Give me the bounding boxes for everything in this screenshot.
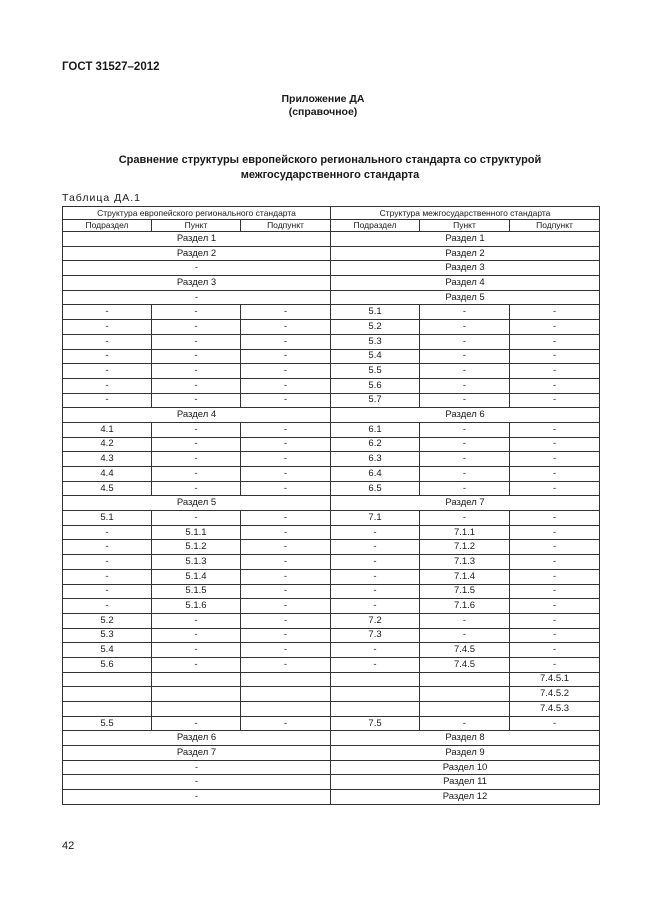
table-cell: - [152, 378, 241, 393]
table-cell: - [241, 437, 331, 452]
comparison-table [62, 206, 600, 805]
table-row [63, 511, 600, 526]
column-header: Подпункт [510, 219, 600, 232]
table-cell: - [241, 320, 331, 335]
table-cell: - [241, 599, 331, 614]
table-row [63, 569, 600, 584]
table-row [63, 790, 600, 805]
table-cell: - [241, 716, 331, 731]
table-cell-right: Раздел 2 [331, 246, 600, 261]
table-cell: - [241, 305, 331, 320]
table-cell: - [152, 716, 241, 731]
table-cell-left: Раздел 6 [63, 731, 331, 746]
table-cell: - [241, 481, 331, 496]
table-row [63, 437, 600, 452]
table-cell: - [510, 320, 600, 335]
table-cell-right: Раздел 12 [331, 790, 600, 805]
table-cell-left: Раздел 2 [63, 246, 331, 261]
table-row [63, 731, 600, 746]
table-cell-left: Раздел 3 [63, 276, 331, 291]
table-cell: - [241, 569, 331, 584]
table-cell: - [510, 481, 600, 496]
table-cell [63, 672, 152, 687]
table-cell: 5.4 [63, 643, 152, 658]
table-cell: - [510, 628, 600, 643]
table-row [63, 540, 600, 555]
table-row [63, 349, 600, 364]
table-cell: 7.4.5.1 [510, 672, 600, 687]
table-cell: - [331, 540, 420, 555]
table-row [63, 687, 600, 702]
table-cell: - [331, 643, 420, 658]
table-cell-right: Раздел 3 [331, 261, 600, 276]
table-cell: - [152, 628, 241, 643]
table-cell: - [420, 364, 510, 379]
table-cell [152, 672, 241, 687]
table-cell: 5.3 [63, 628, 152, 643]
table-cell: - [63, 525, 152, 540]
table-cell: - [241, 364, 331, 379]
table-cell-right: Раздел 5 [331, 290, 600, 305]
table-cell: - [63, 305, 152, 320]
table-cell: - [510, 364, 600, 379]
table-cell: 5.1 [331, 305, 420, 320]
table-cell: - [63, 393, 152, 408]
table-cell: - [510, 540, 600, 555]
table-cell: - [63, 584, 152, 599]
table-cell [63, 702, 152, 717]
table-cell: - [331, 657, 420, 672]
table-row [63, 320, 600, 335]
table-cell: - [241, 628, 331, 643]
column-header: Подпункт [241, 219, 331, 232]
table-cell: 7.4.5.2 [510, 687, 600, 702]
table-row [63, 452, 600, 467]
table-cell: - [420, 467, 510, 482]
table-cell: - [241, 349, 331, 364]
table-caption: Таблица ДА.1 [62, 192, 141, 204]
table-cell: - [331, 584, 420, 599]
table-cell: 5.2 [63, 613, 152, 628]
table-cell: 5.2 [331, 320, 420, 335]
table-row [63, 467, 600, 482]
table-cell: - [420, 511, 510, 526]
table-cell: - [152, 320, 241, 335]
group-header-european: Структура европейского регионального стандарта [63, 207, 331, 220]
group-header-row [63, 207, 600, 220]
table-cell: - [510, 305, 600, 320]
table-cell: - [241, 467, 331, 482]
table-row [63, 305, 600, 320]
table-cell: - [152, 393, 241, 408]
table-cell: 5.1.6 [152, 599, 241, 614]
table-cell: - [420, 334, 510, 349]
table-row [63, 702, 600, 717]
table-cell: - [63, 555, 152, 570]
table-cell: 7.1 [331, 511, 420, 526]
table-cell [63, 687, 152, 702]
column-header: Подраздел [331, 219, 420, 232]
table-cell [152, 687, 241, 702]
table-cell: - [420, 628, 510, 643]
table-cell: - [420, 305, 510, 320]
table-cell: - [331, 599, 420, 614]
table-cell: - [241, 378, 331, 393]
table-cell: - [510, 584, 600, 599]
table-cell: 5.1 [63, 511, 152, 526]
table-cell: - [152, 437, 241, 452]
table-cell-left: - [63, 760, 331, 775]
table-cell: 5.5 [331, 364, 420, 379]
table-cell: - [510, 555, 600, 570]
table-cell: - [63, 364, 152, 379]
table-cell: - [241, 555, 331, 570]
table-cell: - [510, 378, 600, 393]
table-cell [241, 702, 331, 717]
table-cell: - [241, 452, 331, 467]
table-cell: - [241, 525, 331, 540]
table-cell [420, 672, 510, 687]
table-row [63, 246, 600, 261]
table-cell: - [152, 481, 241, 496]
table-cell: - [152, 349, 241, 364]
table-cell: - [241, 540, 331, 555]
table-cell [420, 687, 510, 702]
table-cell: - [241, 657, 331, 672]
table-cell: - [63, 334, 152, 349]
table-cell: - [331, 555, 420, 570]
table-cell: - [510, 437, 600, 452]
table-cell: - [152, 334, 241, 349]
table-cell: - [510, 716, 600, 731]
table-cell: 7.1.5 [420, 584, 510, 599]
document-code: ГОСТ 31527–2012 [62, 61, 160, 73]
table-cell [331, 672, 420, 687]
table-cell: - [510, 511, 600, 526]
table-cell: - [241, 422, 331, 437]
table-row [63, 584, 600, 599]
table-cell-right: Раздел 8 [331, 731, 600, 746]
page-number: 42 [62, 840, 75, 852]
table-cell: - [420, 613, 510, 628]
table-row [63, 628, 600, 643]
table-cell: - [241, 584, 331, 599]
table-cell: - [510, 643, 600, 658]
table-row [63, 276, 600, 291]
table-cell-left: Раздел 5 [63, 496, 331, 511]
table-cell: - [63, 349, 152, 364]
table-cell [241, 672, 331, 687]
table-cell: - [510, 349, 600, 364]
table-cell: - [420, 349, 510, 364]
table-cell: - [241, 643, 331, 658]
column-header: Пункт [420, 219, 510, 232]
table-row [63, 760, 600, 775]
table-row [63, 496, 600, 511]
table-cell: 5.1.1 [152, 525, 241, 540]
table-cell: - [510, 452, 600, 467]
table-cell [152, 702, 241, 717]
table-cell: 5.3 [331, 334, 420, 349]
appendix-title: Приложение ДА [281, 93, 365, 105]
table-cell: - [510, 422, 600, 437]
table-cell: 7.3 [331, 628, 420, 643]
table-cell: 7.5 [331, 716, 420, 731]
table-cell: - [152, 643, 241, 658]
table-cell-right: Раздел 6 [331, 408, 600, 423]
table-cell: 5.4 [331, 349, 420, 364]
table-cell: - [510, 525, 600, 540]
table-cell: - [420, 320, 510, 335]
table-cell: - [241, 511, 331, 526]
table-cell: - [420, 422, 510, 437]
table-cell: - [152, 305, 241, 320]
table-row [63, 378, 600, 393]
table-cell-right: Раздел 1 [331, 232, 600, 247]
table-cell: 7.1.1 [420, 525, 510, 540]
table-cell: - [420, 452, 510, 467]
table-cell: - [152, 422, 241, 437]
table-row [63, 290, 600, 305]
table-row [63, 393, 600, 408]
table-cell-right: Раздел 9 [331, 746, 600, 761]
table-cell: - [420, 437, 510, 452]
table-cell: - [152, 364, 241, 379]
table-cell [241, 687, 331, 702]
table-cell: - [63, 378, 152, 393]
table-cell: 5.6 [331, 378, 420, 393]
table-row [63, 716, 600, 731]
table-cell-right: Раздел 10 [331, 760, 600, 775]
table-cell: 6.2 [331, 437, 420, 452]
table-cell: 5.1.3 [152, 555, 241, 570]
table-cell: - [331, 525, 420, 540]
table-cell-left: - [63, 261, 331, 276]
table-cell: - [420, 716, 510, 731]
table-cell [331, 687, 420, 702]
table-cell: - [152, 657, 241, 672]
appendix-note: (справочное) [288, 106, 358, 118]
table-cell-right: Раздел 7 [331, 496, 600, 511]
table-cell: - [510, 613, 600, 628]
table-cell: 7.1.4 [420, 569, 510, 584]
table-cell-left: - [63, 775, 331, 790]
table-row [63, 672, 600, 687]
table-cell-right: Раздел 4 [331, 276, 600, 291]
table-cell: - [63, 540, 152, 555]
table-cell: 7.1.3 [420, 555, 510, 570]
table-row [63, 613, 600, 628]
table-row [63, 422, 600, 437]
table-cell: - [510, 334, 600, 349]
table-row [63, 746, 600, 761]
table-cell-left: Раздел 1 [63, 232, 331, 247]
table-cell: - [510, 657, 600, 672]
table-cell: - [241, 334, 331, 349]
table-cell: 4.1 [63, 422, 152, 437]
table-cell: - [63, 569, 152, 584]
table-cell: 4.4 [63, 467, 152, 482]
table-cell: 7.4.5 [420, 657, 510, 672]
table-row [63, 364, 600, 379]
table-cell: - [152, 452, 241, 467]
table-cell-right: Раздел 11 [331, 775, 600, 790]
table-cell: 7.4.5 [420, 643, 510, 658]
table-cell: 5.5 [63, 716, 152, 731]
table-cell-left: Раздел 4 [63, 408, 331, 423]
table-cell: 6.5 [331, 481, 420, 496]
table-row [63, 599, 600, 614]
table-cell: - [241, 613, 331, 628]
table-cell: - [420, 378, 510, 393]
table-cell: - [331, 569, 420, 584]
table-cell: - [63, 599, 152, 614]
table-cell-left: - [63, 290, 331, 305]
table-cell: - [420, 481, 510, 496]
section-heading-line-1: Сравнение структуры европейского регионального стандарта со структурой [118, 154, 542, 166]
table-cell: 5.1.2 [152, 540, 241, 555]
table-row [63, 555, 600, 570]
table-row [63, 525, 600, 540]
table-cell: - [510, 393, 600, 408]
table-cell: 7.4.5.3 [510, 702, 600, 717]
table-cell: 6.1 [331, 422, 420, 437]
table-cell: - [420, 393, 510, 408]
table-cell: - [510, 599, 600, 614]
table-row [63, 643, 600, 658]
table-cell: 5.6 [63, 657, 152, 672]
table-cell: 4.2 [63, 437, 152, 452]
table-row [63, 657, 600, 672]
table-cell: - [510, 467, 600, 482]
table-cell: 5.1.4 [152, 569, 241, 584]
table-cell: 5.1.5 [152, 584, 241, 599]
column-header-row [63, 219, 600, 232]
table-cell [420, 702, 510, 717]
table-row [63, 334, 600, 349]
table-cell-left: Раздел 7 [63, 746, 331, 761]
table-cell: - [152, 467, 241, 482]
table-cell-left: - [63, 790, 331, 805]
table-cell: - [241, 393, 331, 408]
table-cell: - [63, 320, 152, 335]
table-cell: 7.1.6 [420, 599, 510, 614]
table-row [63, 775, 600, 790]
group-header-interstate: Структура межгосударственного стандарта [331, 207, 600, 220]
table-row [63, 481, 600, 496]
column-header: Подраздел [63, 219, 152, 232]
table-cell: 7.1.2 [420, 540, 510, 555]
table-cell: 5.7 [331, 393, 420, 408]
table-cell: 6.3 [331, 452, 420, 467]
table-cell: 4.5 [63, 481, 152, 496]
table-cell: 6.4 [331, 467, 420, 482]
table-cell: 7.2 [331, 613, 420, 628]
table-cell: - [152, 511, 241, 526]
section-heading-line-2: межгосударственного стандарта [240, 169, 420, 181]
table-cell: - [510, 569, 600, 584]
comparison-table-body [63, 207, 600, 805]
column-header: Пункт [152, 219, 241, 232]
table-row [63, 408, 600, 423]
table-cell [331, 702, 420, 717]
table-row [63, 232, 600, 247]
table-cell: - [152, 613, 241, 628]
table-row [63, 261, 600, 276]
table-cell: 4.3 [63, 452, 152, 467]
